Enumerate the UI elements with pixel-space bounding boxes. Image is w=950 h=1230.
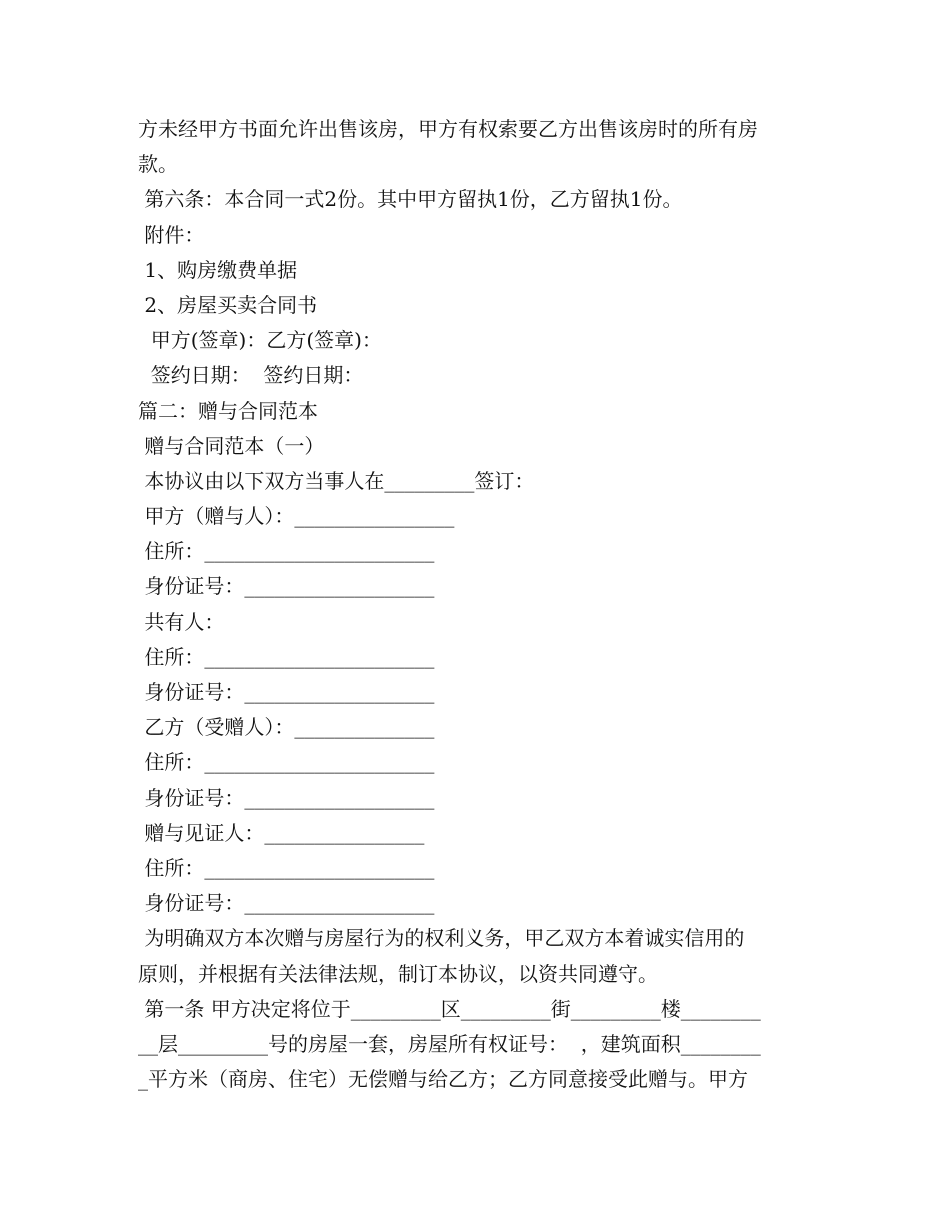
text-line: 住所：_______________________ bbox=[138, 855, 435, 880]
text-line: 方未经甲方书面允许出售该房，甲方有权索要乙方出售该房时的所有房 bbox=[138, 117, 758, 141]
text-line: 1、购房缴费单据 bbox=[138, 257, 298, 282]
text-line: 2、房屋买卖合同书 bbox=[138, 292, 318, 317]
text-line: 附件： bbox=[138, 222, 205, 247]
text-line: 乙方（受赠人）：______________ bbox=[138, 715, 435, 740]
text-line: 款。 bbox=[138, 152, 178, 177]
text-line: 为明确双方本次赠与房屋行为的权利义务，甲乙双方本着诚实信用的 bbox=[138, 926, 745, 951]
text-line: __层_________号的房屋一套，房屋所有权证号： ，建筑面积________ bbox=[138, 1031, 761, 1056]
text-line: 签约日期： 签约日期： bbox=[138, 363, 364, 388]
text-line: 身份证号：___________________ bbox=[138, 574, 435, 599]
section-heading: 篇二：赠与合同范本 bbox=[138, 398, 318, 423]
text-line: 本协议由以下双方当事人在_________签订： bbox=[138, 468, 535, 493]
text-line: 共有人： bbox=[138, 609, 225, 634]
text-line: 第一条 甲方决定将位于_________区_________街_________楼________ bbox=[138, 996, 761, 1021]
text-line: 甲方（赠与人）：________________ bbox=[138, 504, 455, 529]
text-line: _平方米（商房、住宅）无偿赠与给乙方；乙方同意接受此赠与。甲方 bbox=[138, 1067, 748, 1092]
text-line: 第六条：本合同一式2份。其中甲方留执1份，乙方留执1份。 bbox=[138, 187, 683, 212]
text-line: 赠与合同范本（一） bbox=[138, 433, 325, 458]
text-line: 身份证号：___________________ bbox=[138, 785, 435, 810]
document-body bbox=[138, 112, 828, 1097]
text-line: 身份证号：___________________ bbox=[138, 891, 435, 916]
text-line: 住所：_______________________ bbox=[138, 750, 435, 775]
text-line: 赠与见证人：________________ bbox=[138, 820, 425, 845]
text-line: 身份证号：___________________ bbox=[138, 680, 435, 704]
text-line: 甲方(签章)：乙方(签章)： bbox=[138, 328, 382, 353]
text-line: 住所：_______________________ bbox=[138, 539, 435, 564]
text-line: 住所：_______________________ bbox=[138, 644, 435, 669]
text-line: 原则，并根据有关法律法规，制订本协议，以资共同遵守。 bbox=[138, 961, 658, 986]
